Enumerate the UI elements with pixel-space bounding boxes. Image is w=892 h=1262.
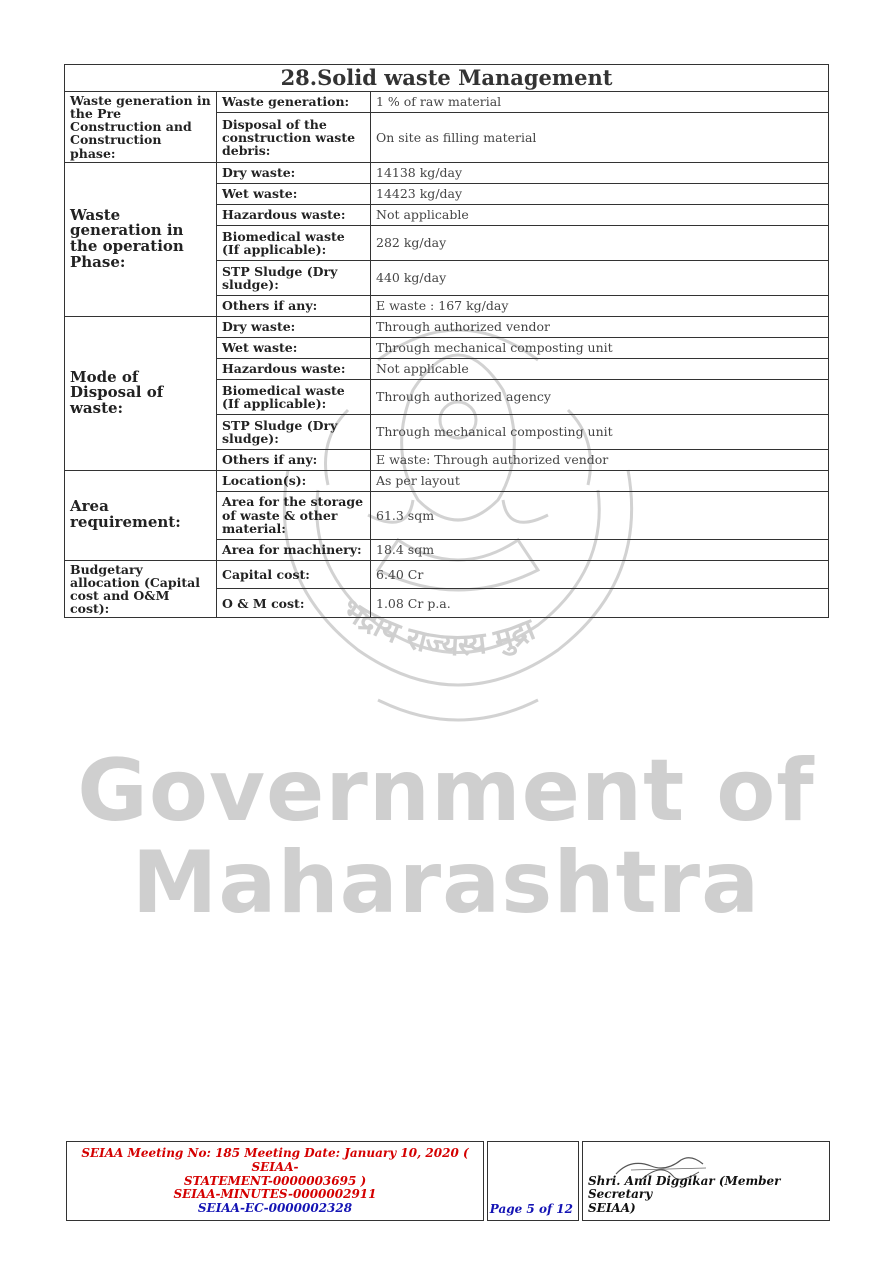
meeting-info-box [66, 1141, 484, 1221]
group-label: Mode of Disposal of waste: [65, 316, 217, 470]
row-label: Dry waste: [217, 316, 371, 337]
row-value: 440 kg/day [371, 260, 829, 295]
row-label: Wet waste: [217, 337, 371, 358]
watermark-line-1: Government of [77, 741, 815, 841]
row-label: STP Sludge (Dry sludge): [217, 260, 371, 295]
row-label: Area for machinery: [217, 539, 371, 560]
row-label: Hazardous waste: [217, 204, 371, 225]
row-label: Biomedical waste (If applicable): [217, 379, 371, 414]
row-value: 61.3 sqm [371, 491, 829, 539]
group-label: Area requirement: [65, 470, 217, 560]
row-value: 282 kg/day [371, 225, 829, 260]
table-row [65, 316, 829, 337]
group-label: Waste generation in the operation Phase: [65, 162, 217, 316]
row-label: STP Sludge (Dry sludge): [217, 414, 371, 449]
row-label: Disposal of the construction waste debris: [217, 112, 371, 162]
row-value: E waste : 167 kg/day [371, 295, 829, 316]
row-value: 1.08 Cr p.a. [371, 589, 829, 618]
page-number: Page 5 of 12 [489, 1202, 573, 1216]
section-title: 28.Solid waste Management [65, 65, 829, 92]
row-value: Through authorized agency [371, 379, 829, 414]
row-label: Area for the storage of waste & other material: [217, 491, 371, 539]
row-value: Not applicable [371, 358, 829, 379]
row-label: Wet waste: [217, 183, 371, 204]
row-value: Not applicable [371, 204, 829, 225]
row-label: Location(s): [217, 470, 371, 491]
meeting-line-1: SEIAA Meeting No: 185 Meeting Date: January 10, 2020 ( SEIAA- [81, 1146, 469, 1174]
row-label: Others if any: [217, 295, 371, 316]
row-value: On site as filling material [371, 112, 829, 162]
signature-box [582, 1141, 830, 1221]
row-value: 14423 kg/day [371, 183, 829, 204]
minutes-id: SEIAA-MINUTES-0000002911 [173, 1187, 377, 1202]
group-label: Waste generation in the Pre Construction and Construction phase: [65, 92, 217, 163]
row-value: As per layout [371, 470, 829, 491]
title-row [65, 65, 829, 92]
page-number-box [487, 1141, 579, 1221]
row-label: Dry waste: [217, 162, 371, 183]
signer-line-1: Shri. Anil Diggikar (Member Secretary [588, 1173, 781, 1202]
row-label: Capital cost: [217, 560, 371, 589]
row-value: Through mechanical composting unit [371, 337, 829, 358]
meeting-line-2: STATEMENT-0000003695 ) [183, 1173, 367, 1188]
row-value: 14138 kg/day [371, 162, 829, 183]
ec-id: SEIAA-EC-0000002328 [197, 1201, 353, 1216]
seal-text: भद्राय राज्यस्य मुद्रा [335, 591, 540, 664]
row-label: O & M cost: [217, 589, 371, 618]
row-value: 1 % of raw material [371, 92, 829, 113]
watermark-line-2: Maharashtra [131, 833, 761, 933]
row-label: Hazardous waste: [217, 358, 371, 379]
row-value: E waste: Through authorized vendor [371, 449, 829, 470]
table-row [65, 162, 829, 183]
row-value: 6.40 Cr [371, 560, 829, 589]
table-row [65, 560, 829, 589]
table-row [65, 92, 829, 113]
row-label: Biomedical waste (If applicable): [217, 225, 371, 260]
row-value: Through authorized vendor [371, 316, 829, 337]
row-value: 18.4 sqm [371, 539, 829, 560]
group-label: Budgetary allocation (Capital cost and O&M cost): [65, 560, 217, 618]
row-label: Waste generation: [217, 92, 371, 113]
table-row [65, 470, 829, 491]
signer-line-2: SEIAA) [588, 1201, 636, 1216]
row-label: Others if any: [217, 449, 371, 470]
row-value: Through mechanical composting unit [371, 414, 829, 449]
page-footer [66, 1141, 830, 1221]
solid-waste-table [64, 64, 829, 618]
